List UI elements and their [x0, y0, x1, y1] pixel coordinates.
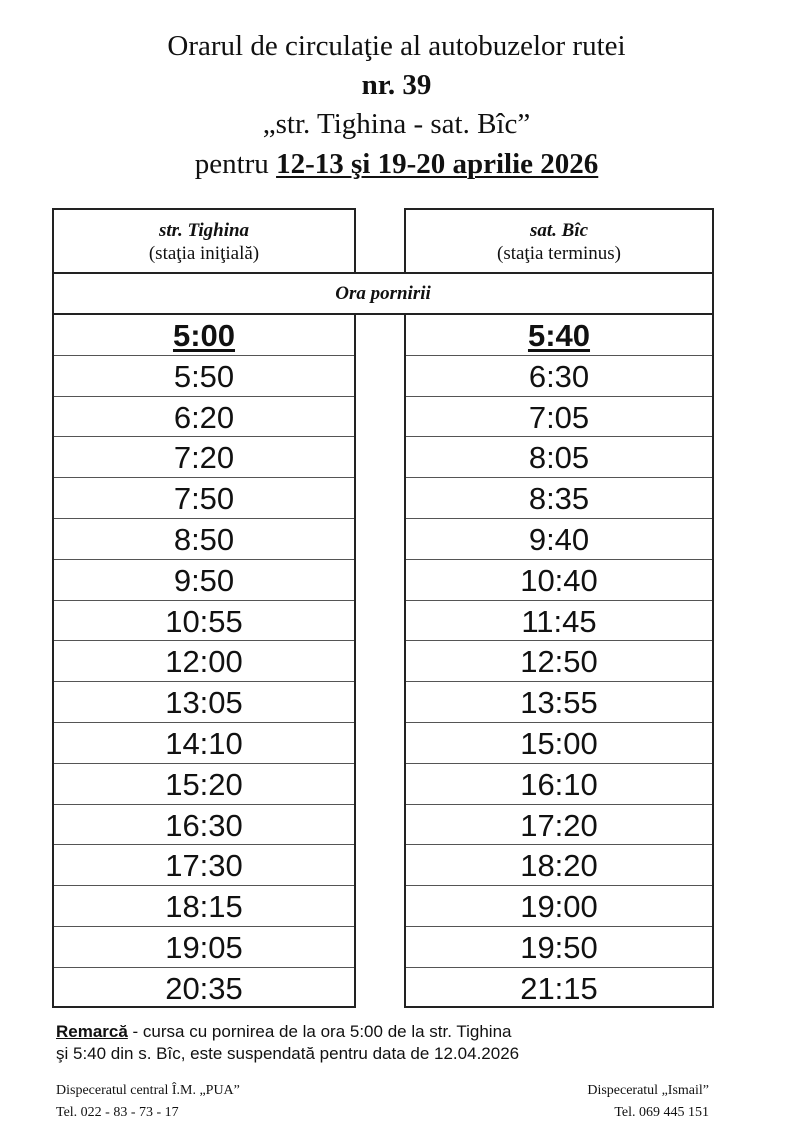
- footer-right: [587, 1080, 709, 1124]
- left-time-cell: 6:20: [54, 397, 354, 438]
- right-time-cell: 13:55: [406, 682, 712, 723]
- left-time-cell: 5:50: [54, 356, 354, 397]
- left-time-cell: 8:50: [54, 519, 354, 560]
- left-time-cell: 19:05: [54, 927, 354, 968]
- remark: [56, 1021, 519, 1065]
- schedule-dates: [0, 145, 793, 183]
- right-time-cell: 12:50: [406, 641, 712, 682]
- dates-value: 12-13 şi 19-20 aprilie 2026: [276, 148, 599, 180]
- remark-text-2: şi 5:40 din s. Bîc, este suspendată pentru data de 12.04.2026: [56, 1044, 520, 1063]
- footer-left-phone: Tel. 022 - 83 - 73 - 17: [56, 1105, 179, 1120]
- right-time-cell: 10:40: [406, 560, 712, 601]
- left-times-column: [52, 313, 356, 1008]
- left-station-name: str. Tighina: [158, 220, 250, 241]
- left-time-cell: 17:30: [54, 845, 354, 886]
- footer-left-title: Dispeceratul central Î.M. „PUA”: [56, 1083, 240, 1098]
- right-station-name: sat. Bîc: [529, 220, 589, 241]
- dates-prefix: pentru: [194, 148, 277, 180]
- right-time-cell: 8:35: [406, 478, 712, 519]
- right-column-header: [404, 208, 714, 274]
- right-time-cell: 19:00: [406, 886, 712, 927]
- schedule-title: Orarul de circulaţie al autobuzelor rutei: [167, 30, 626, 62]
- left-station-role: (staţia iniţială): [148, 243, 260, 264]
- left-time-cell: 13:05: [54, 682, 354, 723]
- right-time-cell: 6:30: [406, 356, 712, 397]
- left-time-cell: 9:50: [54, 560, 354, 601]
- left-time-cell: 12:00: [54, 641, 354, 682]
- right-time-cell: 5:40: [406, 315, 712, 356]
- right-time-cell: 15:00: [406, 723, 712, 764]
- left-time-cell: 15:20: [54, 764, 354, 805]
- left-time-cell: 7:20: [54, 437, 354, 478]
- left-time-cell: 5:00: [54, 315, 354, 356]
- left-column-header: [52, 208, 356, 274]
- right-time-cell: 17:20: [406, 805, 712, 846]
- left-time-cell: 20:35: [165, 970, 243, 1006]
- footer-right-title: Dispeceratul „Ismail”: [587, 1083, 709, 1098]
- remark-label: Remarcă: [56, 1022, 128, 1041]
- right-time-cell: 8:05: [406, 437, 712, 478]
- route-number: nr. 39: [361, 69, 432, 101]
- right-time-cell: 9:40: [406, 519, 712, 560]
- right-station-role: (staţia terminus): [497, 243, 621, 264]
- footer-left: [56, 1080, 240, 1124]
- right-time-cell: 11:45: [406, 601, 712, 642]
- right-time-cell: 18:20: [406, 845, 712, 886]
- right-time-cell: 7:05: [406, 397, 712, 438]
- departure-time-band: Ora pornirii: [52, 272, 714, 315]
- footer-right-phone: Tel. 069 445 151: [614, 1105, 709, 1120]
- right-time-cell: 16:10: [406, 764, 712, 805]
- left-time-cell: 18:15: [54, 886, 354, 927]
- left-time-cell: 14:10: [54, 723, 354, 764]
- remark-text-1: - cursa cu pornirea de la ora 5:00 de la str. Tighina: [127, 1022, 512, 1041]
- route-name: „str. Tighina - sat. Bîc”: [262, 108, 531, 140]
- left-time-cell: 7:50: [54, 478, 354, 519]
- right-times-column: [404, 313, 714, 1008]
- left-time-cell: 16:30: [54, 805, 354, 846]
- right-time-cell: 19:50: [406, 927, 712, 968]
- left-time-cell: 10:55: [54, 601, 354, 642]
- right-time-cell: 21:15: [520, 970, 598, 1006]
